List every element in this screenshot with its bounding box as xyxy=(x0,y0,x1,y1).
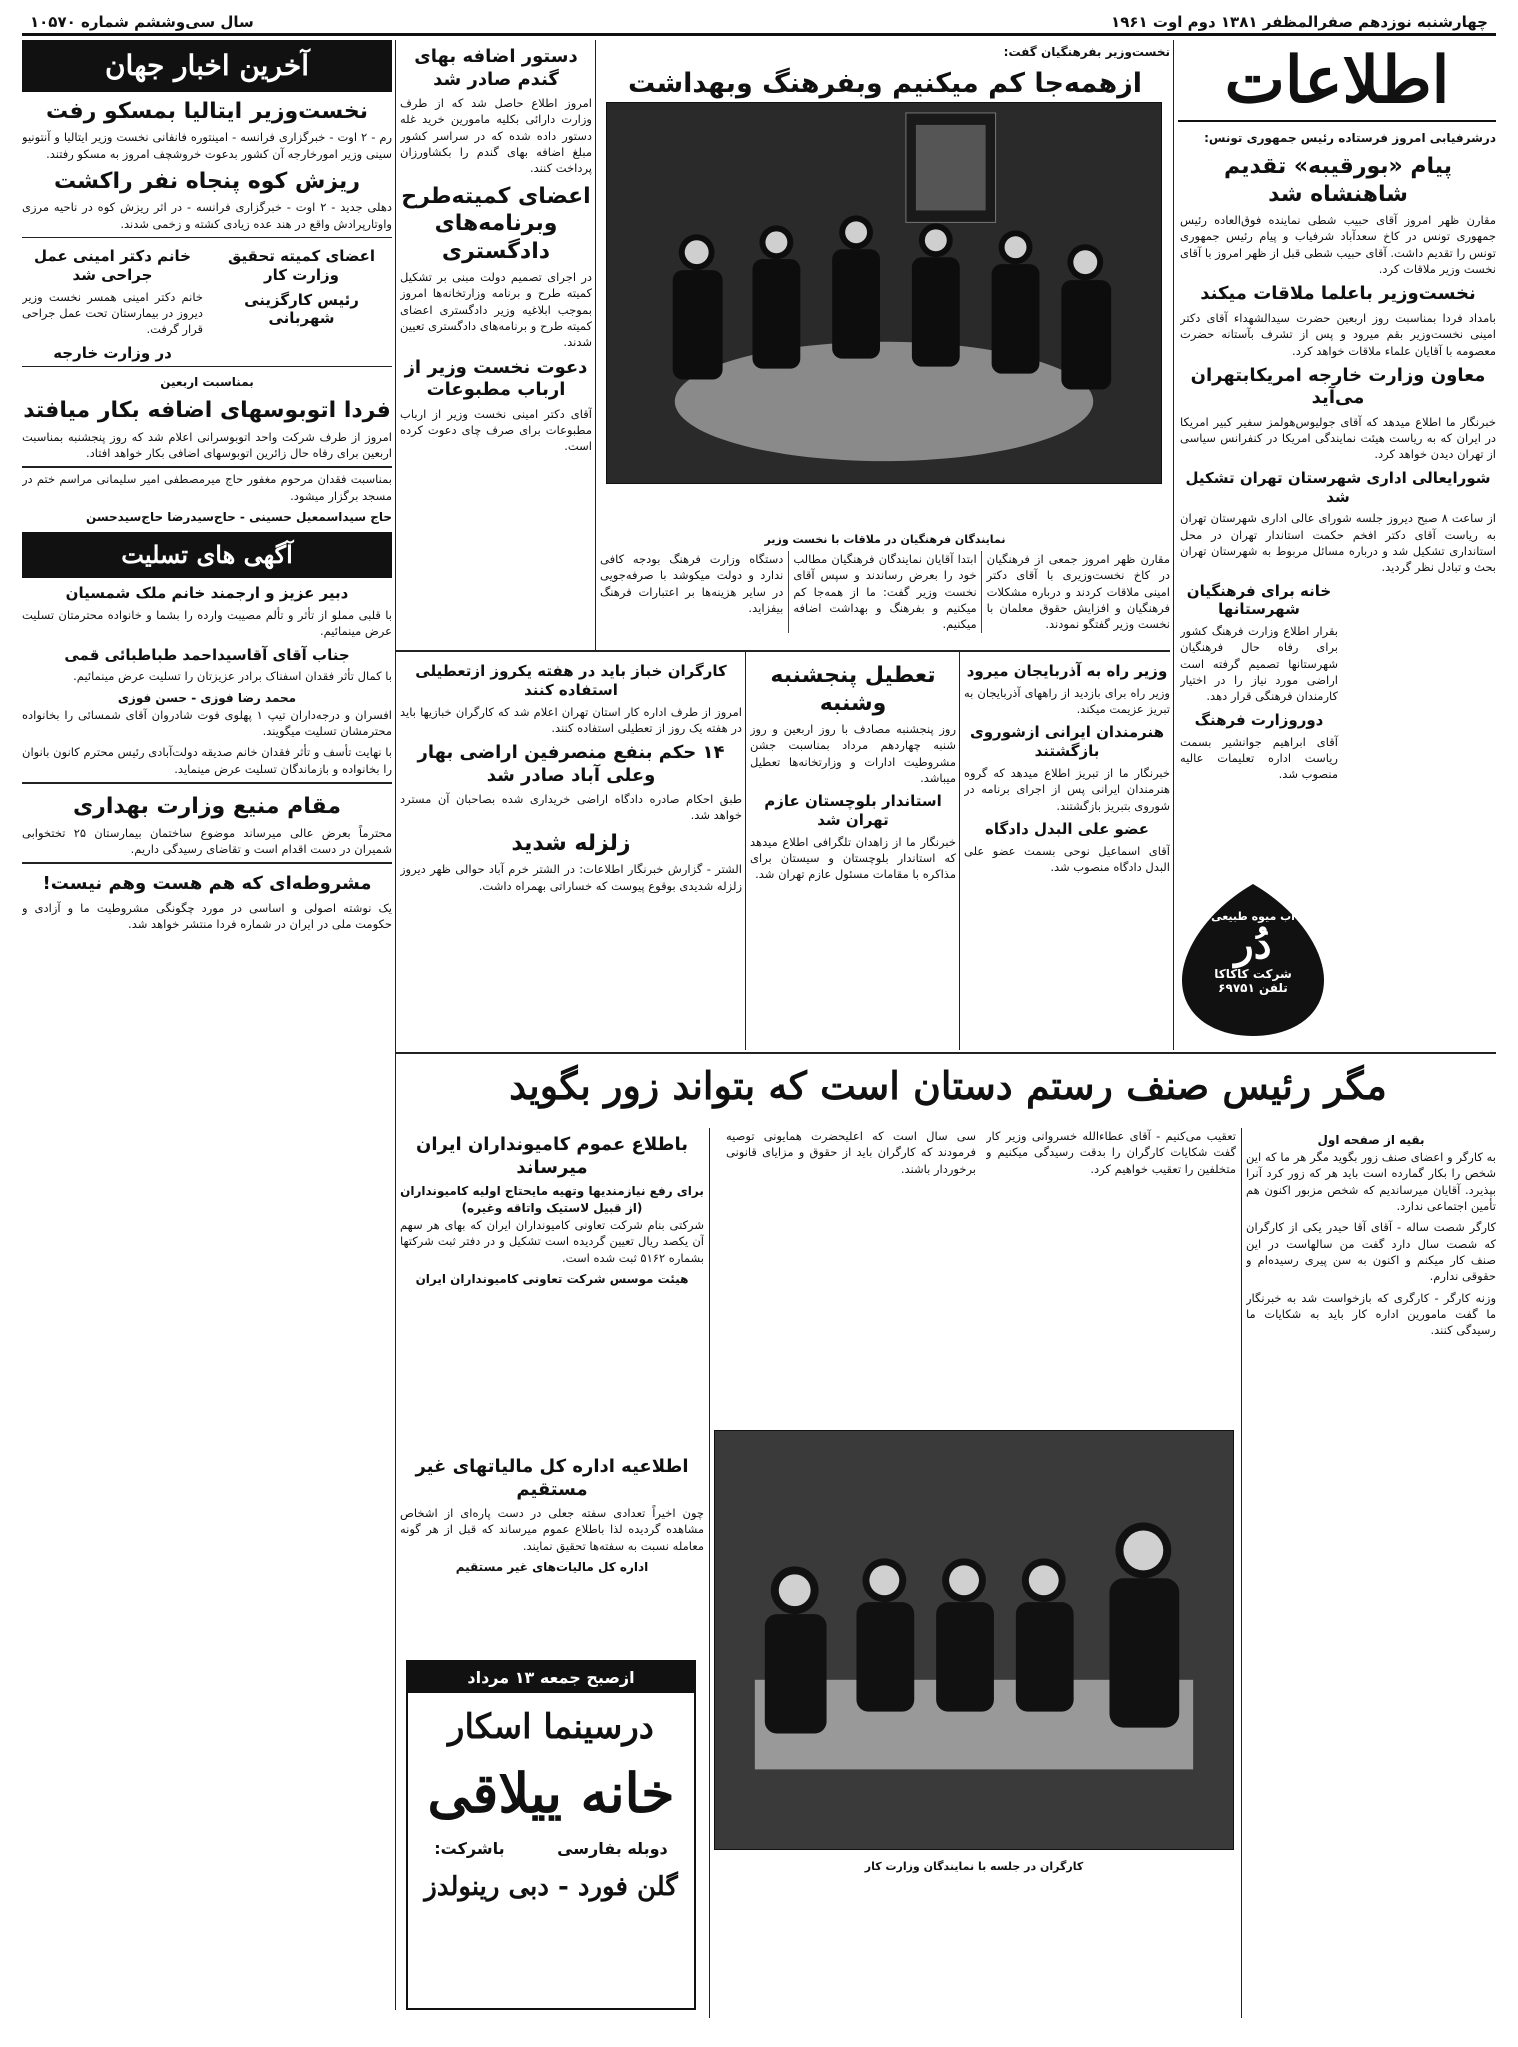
story-body: رم - ۲ اوت - خبرگزاری فرانسه - امینتوره فانفانی نخست وزیر ایتالیا و آنتونیو سینی وزیر امورخارجه آن کشور بدعوت خروشچف امروز به مسکو رفتند. xyxy=(22,130,392,161)
lead-body: ابتدا آقایان نمایندگان فرهنگیان مطالب خود را بعرض رساندند و سپس آقای نخست وزیر گفت: ما از همه‌جا کم میکنیم و بفرهنگ و بهداشت اضافه میکنیم. xyxy=(793,552,977,632)
headline-buses: فردا اتوبوسهای اضافه بکار میافتد xyxy=(23,398,391,424)
center-mid-left xyxy=(400,656,742,1050)
story-body: وزیر راه برای بازدید از راههای آذربایجان به تبریز عزیمت میکند. xyxy=(964,685,1170,717)
issue-date: چهارشنبه نوزدهم صفرالمظفر ۱۳۸۱ دوم اوت ۱۹۶۱ xyxy=(1111,12,1488,31)
column-divider xyxy=(745,650,746,1050)
story-body: دهلی جدید - ۲ اوت - خبرگزاری فرانسه - در اثر ریزش کوه در ناحیه مرزی واوتارپرادش واقع در هند عده زیادی کشته و زخمی شدند. xyxy=(22,200,392,231)
section-divider xyxy=(396,650,1170,652)
headline-justice-committee: اعضای کمیته‌طرح وبرنامه‌های دادگستری xyxy=(401,183,591,264)
condolence-1-body: با قلبی مملو از تأثر و تألم مصیبت وارده را بشما و خانواده محترمتان تسلیت عرض مینمائیم. xyxy=(22,608,392,639)
story-body: وزنه کارگر - کارگری که بازخواست شد به خبرنگار ما گفت مامورین اداره کار باید به شکایات ما رسیدگی کنند. xyxy=(1246,1290,1496,1338)
headline-holiday: تعطیل پنجشنبه وشنبه xyxy=(770,663,936,716)
juice-ad-tagline: آب میوه طبیعی xyxy=(1211,910,1295,923)
headline-labor-committee: اعضای کمیته تحقیق وزارت کار xyxy=(228,247,375,284)
meeting-photo-figures xyxy=(607,103,1161,483)
lead-kicker: نخست‌وزیر بفرهنگیان گفت: xyxy=(1003,45,1170,59)
tax-notice-body: چون اخیراً تعدادی سفته جعلی در دست پاره‌ای از اشخاص مشاهده گردیده لذا باطلاع عموم میرساند که قبل از هر گونه معامله نسبت به سفته‌ها تحقیق نمایند. xyxy=(400,1506,704,1553)
world-news-banner: آخرین اخبار جهان xyxy=(22,40,392,92)
headline-italy-pm: نخست‌وزیر ایتالیا بمسکو رفت xyxy=(46,98,368,124)
tax-notice-title: اطلاعیه اداره کل مالیاتهای غیر مستقیم xyxy=(415,1456,689,1500)
headline-culture-ministry: دوروزارت فرهنگ xyxy=(1194,710,1324,729)
headline-police-hr: رئیس کارگزینی شهربانی xyxy=(244,290,359,328)
headline-surgery: خانم دکتر امینی عمل جراحی شد xyxy=(34,247,191,284)
lead-headline: ازهمه‌جا کم میکنیم وبفرهنگ وبهداشت xyxy=(628,68,1142,100)
condolence-3-body: افسران و درجه‌داران تیپ ۱ پهلوی فوت شادروان آقای شمسائی را بخانواده محترمشان تسلیت میگویند. xyxy=(22,707,392,739)
column-divider xyxy=(1173,40,1174,1050)
right-column xyxy=(1180,126,1496,846)
headline-teacher-housing: خانه برای فرهنگیان شهرستانها xyxy=(1186,581,1332,619)
story-body: امروز از طرف اداره کار استان تهران اعلام شد که کارگران خبازیها باید در هفته یک روز از تعطیلی استفاده کنند. xyxy=(400,704,742,735)
cinema-ad xyxy=(406,1660,696,2010)
lead-body: دستگاه وزارت فرهنگ بودجه کافی ندارد و دولت میکوشد با صرفه‌جویی در سایر هزینه‌ها بر اعتبارات فرهنگ بیفزاید. xyxy=(600,552,784,616)
story-body: تعقیب می‌کنیم - آقای عطاءالله خسروانی وزیر کار گفت شکایات کارگران را بدقت رسیدگی میکنیم و متخلفین را تعقیب خواهیم کرد. xyxy=(986,1129,1236,1176)
condolence-notice: بمناسبت فقدان مرحوم مغفور حاج میرمصطفی امیر سلیمانی مراسم ختم در مسجد برگزار میشود. xyxy=(22,472,392,503)
headline-landslide: ریزش کوه پنجاه نفر راکشت xyxy=(54,168,360,194)
headline-tabriz-artists: هنرمندان ایرانی ازشوروی بازگشتند xyxy=(969,723,1164,761)
truckers-notice-title: باطلاع عموم کامیونداران ایران میرساند xyxy=(416,1134,688,1178)
continuation-note: بقیه از صفحه اول xyxy=(1317,1133,1425,1147)
story-body: سی سال است که اعلیحضرت همایونی توصیه فرمودند که کارگران باید از حقوق و مزایای قانونی برخوردار باشند. xyxy=(726,1129,976,1176)
headline-us-deputy: معاون وزارت خارجه امریکابتهران می‌آید xyxy=(1190,364,1486,409)
cinema-ad-cast: گلن فورد - دبی رینولدز xyxy=(424,1872,678,1902)
center-left-top xyxy=(400,40,592,650)
headline-constitution: مشروطه‌ای که هم هست وهم نیست! xyxy=(42,873,372,895)
story-body: مقارن ظهر امروز آقای حبیب شطی نماینده فوق‌العاده رئیس جمهوری تونس در کاخ سعدآباد شرفیاب و پیام رئیس جمهوری تونس را تقدیم داشت. آقای حبیب شطی قبل از ظهر امروز با آقای نخست وزیر ملاقات کرد. xyxy=(1180,213,1496,277)
dateline xyxy=(22,10,1496,36)
juice-ad xyxy=(1178,880,1328,1040)
truckers-notice-signature: هیئت موسس شرکت تعاونی کامیونداران ایران xyxy=(415,1272,689,1287)
cinema-ad-with: باشرکت: xyxy=(434,1839,505,1858)
column-divider xyxy=(395,40,396,2010)
story-body: آقای دکتر امینی نخست وزیر از ارباب مطبوعات برای صرف چای دعوت کرده است. xyxy=(400,406,592,454)
headline-wheat: دستور اضافه بهای گندم صادر شد xyxy=(414,46,578,90)
juice-ad-company: شرکت کاکاکا xyxy=(1214,967,1292,981)
condolence-banner: آگهی های تسلیت xyxy=(22,532,392,578)
center-mid-center xyxy=(750,656,956,1050)
story-body: امروز اطلاع حاصل شد که از طرف وزارت دارائی بکلیه مامورین خرید غله دستور داده شده که در سراسر کشور مبلغ اضافه بهای گندم را بکشاورزان پرداخت کنند. xyxy=(400,96,592,176)
column-divider xyxy=(595,40,596,650)
story-body: آقای ابراهیم جوانشیر بسمت ریاست اداره تعلیمات عالیه منصوب شد. xyxy=(1180,734,1338,782)
workers-caption-block xyxy=(714,1856,1234,1886)
story-body: امروز از طرف شرکت واحد اتوبوسرانی اعلام شد که روز پنجشنبه بمناسبت اربعین برای رفاه حال زائرین اتوبوسهای اضافی بکار خواهد افتاد. xyxy=(22,429,392,461)
bottom-headline-block xyxy=(400,1056,1496,1126)
center-mid-right xyxy=(964,656,1170,1050)
bus-kicker: بمناسبت اربعین xyxy=(160,375,254,390)
photo-caption: نمایندگان فرهنگیان در ملاقات با نخست وزیر xyxy=(764,532,1006,546)
headline-bakers: کارگران خباز باید در هفته یکروز ازتعطیلی استفاده کنند xyxy=(415,662,727,699)
left-column xyxy=(22,40,392,2030)
cinema-ad-date: ازصبح جمعه ۱۳ مرداد xyxy=(408,1662,694,1693)
truckers-notice-subtitle: برای رفع نیازمندیها وتهیه مایحتاج اولیه کامیونداران (از قبیل لاستیک واتاقه وغیره) xyxy=(400,1184,704,1216)
condolence-2-body: با کمال تأثر فقدان اسفناک برادر عزیزتان را تسلیت عرض مینمائیم. xyxy=(73,669,392,684)
story-body: به کارگر و اعضای صنف زور بگوید مگر هر ما که این شخص را بکار گمارده است باید هر که زور کرد آنرا بپذیرد. آقایان میرساندیم که شخص مزبور اکنون هم تأمین اجتماعی ندارد. xyxy=(1246,1150,1496,1214)
column-divider xyxy=(709,1128,710,2018)
tax-notice xyxy=(400,1450,704,1650)
meeting-photo xyxy=(606,102,1162,484)
story-body: خبرنگار ما اطلاع میدهد که آقای جولیوس‌هولمز سفیر کبیر امریکا در ایران که به ریاست هیئت نمایندگی امریکا در کنفرانس سیاسی از تهران دیدن خواهد کرد. xyxy=(1180,414,1496,462)
bottom-headline: مگر رئیس صنف رستم دستان است که بتواند زور بگوید xyxy=(509,1063,1387,1108)
condolence-4-body: با نهایت تأسف و تأثر فقدان خانم صدیقه دولت‌آبادی رئیس محترم کانون بانوان را بخانواده و بازماندگان تسلیت عرض مینماید. xyxy=(22,745,392,776)
cinema-ad-venue: درسینما اسکار xyxy=(448,1707,654,1747)
issue-number: سال سی‌وششم شماره ۱۰۵۷۰ xyxy=(30,12,254,31)
story-body: خبرنگار ما از تبریز اطلاع میدهد که گروه هنرمندان ایرانی پس از اجرای برنامه در شوروی بتبریز بازگشتند. xyxy=(964,765,1170,813)
story-body: از ساعت ۸ صبح دیروز جلسه شورای عالی اداری شهرستان تهران به ریاست آقای دکتر افخم حکمت استاندار تهران در محل استانداری تشکیل شد و درباره مسائل مربوط به شهرستان تهران بحث و تبادل نظر گردید. xyxy=(1180,511,1496,575)
condolence-1-title: دبیر عزیز و ارجمند خانم ملک شمسیان xyxy=(65,584,349,603)
workers-photo-figures xyxy=(715,1431,1233,1849)
headline-land-orders: ۱۴ حکم بنفع منصرفین اراضی بهار وعلی آباد صادر شد xyxy=(417,742,725,786)
bottom-col-3 xyxy=(726,1128,976,1418)
tax-notice-signature: اداره کل مالیات‌های غیر مستقیم xyxy=(455,1559,649,1574)
bottom-col-1 xyxy=(1246,1128,1496,2018)
condolence-signature: حاج سیداسمعیل حسینی - حاج‌سیدرضا حاج‌سیدحسن xyxy=(86,510,392,525)
headline-press-invite: دعوت نخست وزیر از ارباب مطبوعات xyxy=(404,356,588,401)
story-body: بامداد فردا بمناسبت روز اربعین حضرت سیدالشهداء آقای دکتر امینی نخست‌وزیر بقم میرود و پس از تشرف بآستانه حضرت معصومه با آقایان علماء ملاقات خواهد کرد. xyxy=(1180,310,1496,358)
story-body: بقرار اطلاع وزارت فرهنگ کشور برای رفاه حال فرهنگیان شهرستانها تصمیم گرفته است اراضی مورد نیاز را در اختیار کارمندان فرهنگی قرار دهد. xyxy=(1180,624,1338,704)
story-body: الشتر - گزارش خبرنگار اطلاعات: در الشتر خرم آباد حوالی ظهر دیروز زلزله شدیدی بوقوع پیوست که خساراتی بهمراه داشت. xyxy=(400,862,742,893)
truckers-notice xyxy=(400,1128,704,1438)
masthead: اطلاعات xyxy=(1178,40,1496,122)
bottom-col-2 xyxy=(986,1128,1236,1418)
cinema-ad-film: خانه ییلاقی xyxy=(427,1761,675,1825)
workers-caption: کارگران در جلسه با نمایندگان وزارت کار xyxy=(864,1860,1084,1873)
story-body: محترماً بعرض عالی میرساند موضوع ساختمان بیمارستان ۲۵ تختخوابی شمیران در دست اقدام است و تقاضای رسیدگی داریم. xyxy=(22,825,392,856)
story-body: کارگر شصت ساله - آقای آقا حیدر یکی از کارگران که شصت سال دارد گفت من سالهاست در این صنف کار میکنم و اکنون به سن پیری رسیده‌ام و حقوقی ندارم. xyxy=(1246,1220,1496,1284)
cinema-ad-dub: دوبله بفارسی xyxy=(557,1839,668,1858)
story-body: آقای اسماعیل نوحی بسمت عضو علی البدل دادگاه منصوب شد. xyxy=(964,843,1170,874)
column-divider xyxy=(1241,1128,1242,2018)
headline-judge: عضو علی البدل دادگاه xyxy=(985,819,1149,838)
condolence-3-signature: محمد رضا فوزی - حسن فوزی xyxy=(117,690,297,705)
juice-ad-phone: تلفن ۶۹۷۵۱ xyxy=(1218,981,1288,995)
condolence-2-title: جناب آقای آقاسیداحمد طباطبائی قمی xyxy=(64,645,350,664)
column-divider xyxy=(959,650,960,1050)
newspaper-page xyxy=(22,10,1496,2030)
headline-baluchestan: استاندار بلوچستان عازم تهران شد xyxy=(764,792,942,830)
headline-health-ministry: مقام منیع وزارت بهداری xyxy=(73,794,341,820)
headline-tehran-council: شورایعالی اداری شهرستان تهران تشکیل شد xyxy=(1185,468,1491,506)
story-body: یک نوشته اصولی و اساسی در مورد چگونگی مشروطیت ما و آزادی و حکومت ملی در ایران در شماره فردا منتشر خواهد شد. xyxy=(22,900,392,932)
headline-pm-clergy: نخست‌وزیر باعلما ملاقات میکند xyxy=(1200,283,1476,305)
lead-body: مقارن ظهر امروز جمعی از فرهنگیان در کاخ نخست‌وزیری با آقای دکتر امینی ملاقات کردند و درباره مشکلات فرهنگیان و افزایش حقوق معلمان با نخست وزیر گفتگو نمودند. xyxy=(986,552,1170,632)
workers-photo xyxy=(714,1430,1234,1850)
truckers-notice-body: شرکتی بنام شرکت تعاونی کامیونداران ایران که بهای هر سهم آن یکصد ریال تعیین گردیده است تشکیل و در دفتر ثبت شرکتها بشماره ۵۱۶۲ ثبت شده است. xyxy=(400,1218,704,1265)
story-body: روز پنجشنبه مصادف با روز اربعین و روز شنبه چهاردهم مرداد بمناسبت جشن مشروطیت ادارات و وزارتخانه‌ها تعطیل میباشد. xyxy=(750,722,956,785)
headline-foreign-ministry: در وزارت خارجه xyxy=(53,343,172,362)
story-kicker: درشرفیابی امروز فرستاده رئیس جمهوری تونس: xyxy=(1204,131,1496,145)
story-body: خبرنگار ما از زاهدان تلگرافی اطلاع میدهد که استاندار بلوچستان و سیستان برای مذاکره با مقامات مسئول عازم تهران شد. xyxy=(750,834,956,882)
headline-road-minister: وزیر راه به آذربایجان میرود xyxy=(966,662,1168,680)
section-divider xyxy=(396,1052,1496,1054)
juice-ad-brand: دُر xyxy=(1234,921,1272,968)
headline-bourguiba: پیام «بورقیبه» تقدیم شاهنشاه شد xyxy=(1223,154,1453,207)
headline-earthquake: زلزله شدید xyxy=(511,830,631,856)
story-body: خانم دکتر امینی همسر نخست وزیر دیروز در بیمارستان تحت عمل جراحی قرار گرفت. xyxy=(22,289,203,337)
story-body: در اجرای تصمیم دولت مبنی بر تشکیل کمیته طرح و برنامه وزارتخانه‌ها امروز بموجب ابلاغیه وزیر دادگستری اعضای کمیته طرح و برنامه‌های دادگستری تعیین شدند. xyxy=(400,270,592,350)
story-body: طبق احکام صادره دادگاه اراضی خریداری شده بصاحبان آن مسترد خواهد شد. xyxy=(400,792,742,823)
